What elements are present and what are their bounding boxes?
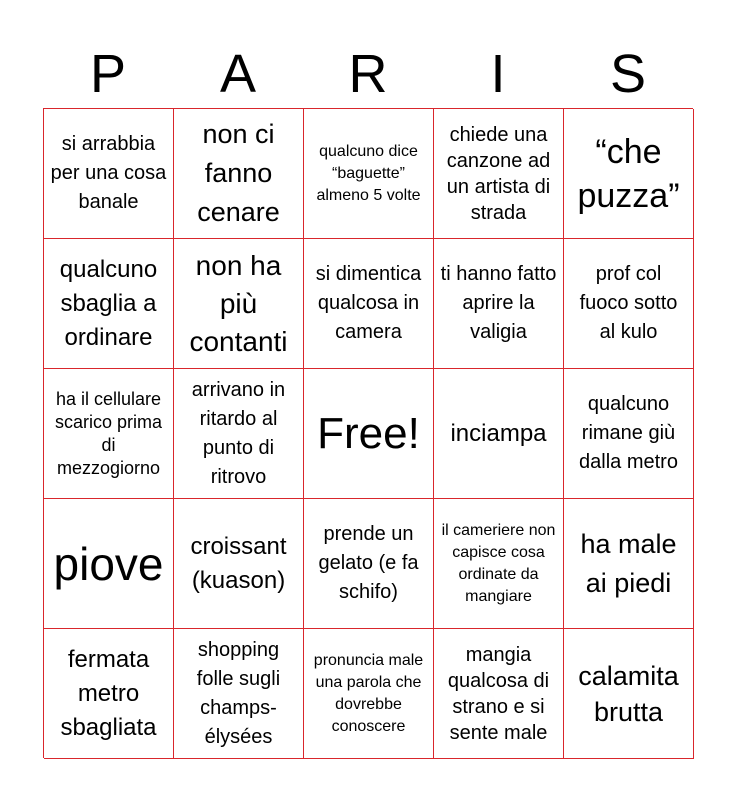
bingo-cell[interactable]: [304, 109, 434, 239]
bingo-cell[interactable]: [174, 369, 304, 499]
free-space-cell[interactable]: [304, 369, 434, 499]
bingo-cell-text: calamita brutta: [578, 660, 679, 727]
bingo-cell[interactable]: [434, 369, 564, 499]
bingo-cell[interactable]: [304, 239, 434, 369]
bingo-cell[interactable]: [44, 239, 174, 369]
bingo-cell-text: ti hanno fatto aprire la valigia: [440, 263, 557, 343]
bingo-cell[interactable]: [564, 629, 694, 759]
bingo-cell[interactable]: [174, 109, 304, 239]
bingo-cell-text: non ci fanno cenare: [197, 119, 280, 227]
header-letter-i: I: [490, 44, 506, 104]
bingo-cell-text: qualcuno dice “baguette” almeno 5 volte: [316, 142, 421, 204]
bingo-cell-text: arrivano in ritardo al punto di ritrovo: [191, 378, 286, 488]
bingo-cell-text: si arrabbia per una cosa banale: [50, 133, 167, 213]
header-letter-r: R: [348, 44, 388, 104]
bingo-cell-text: piove: [53, 537, 164, 590]
bingo-cell-text: ha il cellulare scarico prima di mezzogiorno: [54, 388, 163, 478]
bingo-cell[interactable]: [434, 499, 564, 629]
bingo-cell[interactable]: [304, 499, 434, 629]
bingo-cell[interactable]: [564, 499, 694, 629]
header-letter-p: P: [89, 44, 127, 104]
bingo-cell-text: mangia qualcosa di strano e si sente male: [447, 643, 550, 744]
bingo-cell-text: shopping folle sugli champs-élysées: [196, 638, 281, 748]
bingo-cell-text: pronuncia male una parola che dovrebbe conoscere: [313, 651, 424, 735]
bingo-cell[interactable]: [44, 499, 174, 629]
bingo-cell[interactable]: [434, 109, 564, 239]
bingo-cell-text: fermata metro sbagliata: [60, 645, 157, 741]
bingo-cell[interactable]: [564, 369, 694, 499]
bingo-cell[interactable]: [434, 629, 564, 759]
bingo-cell[interactable]: [304, 629, 434, 759]
bingo-cell[interactable]: [44, 629, 174, 759]
bingo-cell-text: “che puzza”: [577, 132, 680, 215]
bingo-cell[interactable]: [174, 629, 304, 759]
bingo-cell[interactable]: [434, 239, 564, 369]
bingo-cell-text: inciampa: [450, 419, 547, 447]
bingo-cell-text: si dimentica qualcosa in camera: [315, 263, 422, 343]
bingo-cell[interactable]: [174, 239, 304, 369]
bingo-cell-text: chiede una canzone ad un artista di strada: [446, 123, 551, 224]
bingo-cell-text: prende un gelato (e fa schifo): [318, 523, 419, 603]
bingo-cell-text: ha male ai piedi: [580, 528, 677, 598]
bingo-cell-text: non ha più contanti: [189, 249, 288, 357]
bingo-cell-text: il cameriere non capisce cosa ordinate da mangiare: [441, 521, 556, 605]
header-letter-a: A: [219, 44, 257, 104]
bingo-cell-text: qualcuno sbaglia a ordinare: [59, 255, 158, 351]
bingo-cell[interactable]: [44, 109, 174, 239]
bingo-cell-text: croissant (kuason): [190, 532, 287, 594]
bingo-cell[interactable]: [564, 109, 694, 239]
free-space-label: Free!: [317, 408, 420, 458]
bingo-cell-text: qualcuno rimane giù dalla metro: [579, 393, 678, 473]
bingo-cell-text: prof col fuoco sotto al kulo: [579, 263, 678, 343]
bingo-cell[interactable]: [564, 239, 694, 369]
bingo-cell[interactable]: [44, 369, 174, 499]
header-letter-s: S: [609, 44, 647, 104]
bingo-cell[interactable]: [174, 499, 304, 629]
bingo-header: [43, 40, 693, 108]
bingo-grid: [43, 108, 693, 758]
